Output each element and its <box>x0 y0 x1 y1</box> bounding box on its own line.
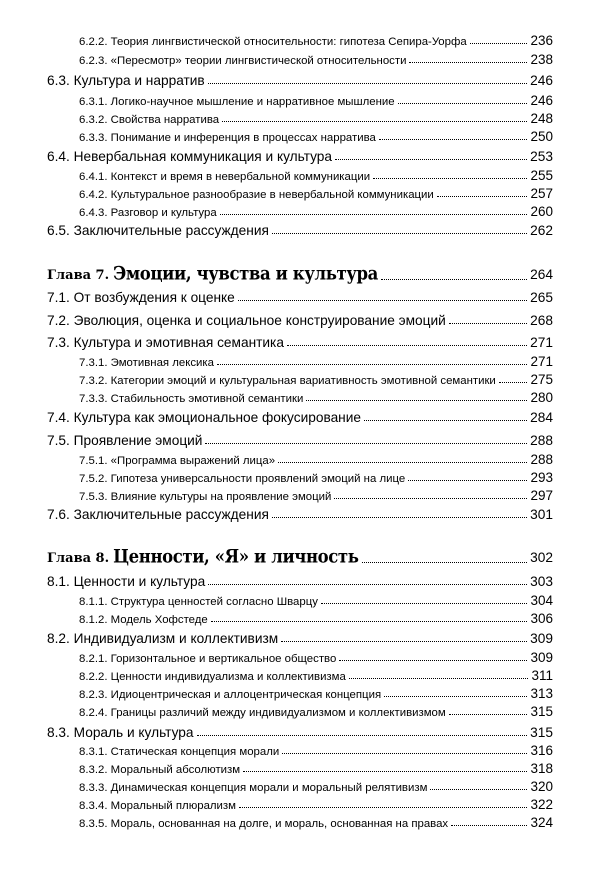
page-number: 303 <box>530 574 553 589</box>
entry-number: 7.4. <box>47 410 70 425</box>
dot-leader <box>398 103 528 104</box>
entry-title: Статическая концепция морали <box>110 746 280 758</box>
page-number: 288 <box>530 433 553 448</box>
page-number: 271 <box>530 335 553 350</box>
page-number: 255 <box>530 168 553 183</box>
toc-entry-7-3-1 <box>79 354 553 369</box>
toc-entry-8-3-1 <box>79 743 553 758</box>
toc-entry-6-3-2 <box>79 111 553 126</box>
toc-entry-8-2-2 <box>79 668 553 683</box>
entry-number: 6.3. <box>47 73 70 88</box>
entry-number: 7.3.3. <box>79 393 108 405</box>
dot-leader <box>321 603 528 604</box>
toc-entry-7-3-3 <box>79 390 553 405</box>
entry-number: 8.3.3. <box>79 782 108 794</box>
dot-leader <box>211 621 528 622</box>
dot-leader <box>306 400 527 401</box>
toc-entry-8-3-2 <box>79 761 553 776</box>
entry-number: 6.3.2. <box>79 114 108 126</box>
page-number: 238 <box>530 52 553 67</box>
toc-entry-6-3-1 <box>79 93 553 108</box>
entry-title: Логико-научное мышление и нарративное мышление <box>110 96 395 108</box>
dot-leader <box>379 139 528 140</box>
entry-number: 7.5.2. <box>79 473 108 485</box>
entry-title: Моральный плюрализм <box>110 800 236 812</box>
page-number: 248 <box>530 111 553 126</box>
chapter-title: Ценности, «Я» и личность <box>113 545 359 568</box>
dot-leader <box>381 279 527 280</box>
entry-title: Культуральное разнообразие в невербальной коммуникации <box>110 189 434 201</box>
dot-leader <box>243 771 527 772</box>
page-number: 246 <box>530 93 553 108</box>
entry-number: 6.5. <box>47 223 70 238</box>
entry-title: Проявление эмоций <box>73 433 203 448</box>
page-number: 301 <box>530 507 553 522</box>
toc-entry-6-4-3 <box>79 204 553 219</box>
entry-number: 8.2.4. <box>79 707 108 719</box>
entry-title: Ценности и культура <box>73 574 206 589</box>
entry-number: 8.3.2. <box>79 764 108 776</box>
page-number: 262 <box>530 223 553 238</box>
toc-entry-6-5 <box>47 223 553 238</box>
dot-leader <box>408 480 527 481</box>
dot-leader <box>349 678 529 679</box>
entry-title: Влияние культуры на проявление эмоций <box>110 491 332 503</box>
toc-entry-6-4-2 <box>79 186 553 201</box>
entry-title: Границы различий между индивидуализмом и коллективизмом <box>110 707 446 719</box>
toc-entry-7-5-1 <box>79 452 553 467</box>
page-number: 280 <box>530 390 553 405</box>
entry-title: Ценности индивидуализма и коллективизма <box>110 671 346 683</box>
toc-entry-8-2 <box>47 631 553 646</box>
entry-number: 6.2.2. <box>79 36 108 48</box>
entry-title: Культура и эмотивная семантика <box>73 335 284 350</box>
page-number: 246 <box>530 73 553 88</box>
entry-title: От возбуждения к оценке <box>73 290 235 305</box>
toc-entry-8-3-5 <box>79 815 553 830</box>
dot-leader <box>238 300 527 301</box>
page-number: 318 <box>530 761 553 776</box>
dot-leader <box>278 462 527 463</box>
page-number: 268 <box>530 313 553 328</box>
dot-leader <box>239 807 527 808</box>
dot-leader <box>451 825 527 826</box>
entry-number: 7.6. <box>47 507 70 522</box>
entry-title: Эмотивная лексика <box>110 357 214 369</box>
entry-number: 8.1.1. <box>79 596 108 608</box>
dot-leader <box>282 753 527 754</box>
toc-entry-8-3-4 <box>79 797 553 812</box>
page-number: 260 <box>530 204 553 219</box>
page-number: 313 <box>530 686 553 701</box>
entry-title: Культура и нарратив <box>73 73 205 88</box>
entry-number: 8.3.4. <box>79 800 108 812</box>
entry-number: 8.3.5. <box>79 818 108 830</box>
page-number: 271 <box>530 354 553 369</box>
entry-number: 6.4. <box>47 149 70 164</box>
dot-leader <box>364 420 527 421</box>
entry-number: 6.4.1. <box>79 171 108 183</box>
dot-leader <box>205 443 527 444</box>
toc-entry-7-5-2 <box>79 470 553 485</box>
dot-leader <box>281 641 527 642</box>
entry-number: 7.3. <box>47 335 70 350</box>
toc-entry-7-4 <box>47 410 553 425</box>
entry-title: Гипотеза универсальности проявлений эмоций на лице <box>110 473 406 485</box>
toc-entry-8-3-3 <box>79 779 553 794</box>
toc-chapter-7 <box>47 264 553 284</box>
page-number: 253 <box>530 149 553 164</box>
page-number: 311 <box>531 668 553 683</box>
dot-leader <box>339 660 527 661</box>
entry-title: Горизонтальное и вертикальное общество <box>110 653 337 665</box>
entry-title: Структура ценностей согласно Шварцу <box>110 596 318 608</box>
toc-entry-7-3 <box>47 335 553 350</box>
toc-entry-6-2-2 <box>79 33 553 48</box>
dot-leader <box>449 323 527 324</box>
entry-number: 6.4.2. <box>79 189 108 201</box>
dot-leader <box>197 735 528 736</box>
toc-entry-7-3-2 <box>79 372 553 387</box>
dot-leader <box>449 714 528 715</box>
dot-leader <box>287 345 527 346</box>
entry-title: Мораль и культура <box>73 725 194 740</box>
page-number: 265 <box>530 290 553 305</box>
chapter-title: Эмоции, чувства и культура <box>113 262 378 285</box>
page-number: 297 <box>530 488 553 503</box>
dot-leader <box>217 364 528 365</box>
entry-title: Теория лингвистической относительности: гипотеза Сепира-Уорфа <box>110 36 467 48</box>
entry-number: 8.3.1. <box>79 746 108 758</box>
toc-entry-6-3 <box>47 73 553 88</box>
page-number: 320 <box>530 779 553 794</box>
page-number: 309 <box>530 650 553 665</box>
page-number: 309 <box>530 631 553 646</box>
dot-leader <box>470 43 528 44</box>
entry-number: 7.5. <box>47 433 70 448</box>
toc-entry-7-1 <box>47 290 553 305</box>
entry-number: 7.3.1. <box>79 357 108 369</box>
page-number: 250 <box>530 129 553 144</box>
toc-entry-8-1-1 <box>79 593 553 608</box>
entry-title: Культура как эмоциональное фокусирование <box>73 410 361 425</box>
toc-entry-6-3-3 <box>79 129 553 144</box>
entry-title: Модель Хофстеде <box>110 614 208 626</box>
entry-number: 7.5.3. <box>79 491 108 503</box>
dot-leader <box>220 214 528 215</box>
entry-title: Разговор и культура <box>110 207 217 219</box>
entry-title: Свойства нарратива <box>110 114 220 126</box>
toc-entry-7-6 <box>47 507 553 522</box>
dot-leader <box>430 789 527 790</box>
page-number: 315 <box>530 725 553 740</box>
entry-number: 8.2.2. <box>79 671 108 683</box>
dot-leader <box>208 584 527 585</box>
entry-title: Невербальная коммуникация и культура <box>73 149 333 164</box>
entry-title: Динамическая концепция морали и моральный релятивизм <box>110 782 428 794</box>
page-number: 324 <box>530 815 553 830</box>
page-number: 264 <box>530 267 553 282</box>
dot-leader <box>335 159 527 160</box>
entry-number: 7.2. <box>47 313 70 328</box>
entry-title: Заключительные рассуждения <box>73 223 269 238</box>
toc-entry-7-5-3 <box>79 488 553 503</box>
entry-title: Понимание и инференция в процессах нарратива <box>110 132 376 144</box>
toc-chapter-8 <box>47 547 553 567</box>
entry-number: 8.2. <box>47 631 70 646</box>
toc-entry-6-4 <box>47 149 553 164</box>
entry-number: 8.1.2. <box>79 614 108 626</box>
entry-title: Заключительные рассуждения <box>73 507 269 522</box>
dot-leader <box>499 382 528 383</box>
entry-number: 8.1. <box>47 574 70 589</box>
toc-entry-8-1 <box>47 574 553 589</box>
entry-title: Моральный абсолютизм <box>110 764 241 776</box>
chapter-label: Глава 7. <box>47 268 110 283</box>
page-number: 322 <box>530 797 553 812</box>
entry-number: 6.3.1. <box>79 96 108 108</box>
page-number: 304 <box>530 593 553 608</box>
entry-title: Эволюция, оценка и социальное конструирование эмоций <box>73 313 446 328</box>
dot-leader <box>222 121 527 122</box>
toc-entry-8-1-2 <box>79 611 553 626</box>
page-number: 284 <box>530 410 553 425</box>
dot-leader <box>384 696 527 697</box>
dot-leader <box>373 178 527 179</box>
dot-leader <box>272 233 527 234</box>
entry-number: 7.1. <box>47 290 70 305</box>
toc-entry-7-2 <box>47 313 553 328</box>
entry-title: Идиоцентрическая и аллоцентрическая концепция <box>110 689 382 701</box>
page-number: 306 <box>530 611 553 626</box>
dot-leader <box>334 498 527 499</box>
dot-leader <box>272 517 527 518</box>
toc-entry-8-3 <box>47 725 553 740</box>
entry-title: «Программа выражений лица» <box>110 455 276 467</box>
page-number: 275 <box>530 372 553 387</box>
entry-number: 7.5.1. <box>79 455 108 467</box>
entry-title: Индивидуализм и коллективизм <box>73 631 279 646</box>
page-number: 293 <box>530 470 553 485</box>
page-number: 315 <box>530 704 553 719</box>
dot-leader <box>437 196 528 197</box>
dot-leader <box>362 562 528 563</box>
page-number: 302 <box>530 550 553 565</box>
page-number: 288 <box>530 452 553 467</box>
entry-number: 7.3.2. <box>79 375 108 387</box>
entry-title: Контекст и время в невербальной коммуникации <box>110 171 371 183</box>
toc-entry-8-2-4 <box>79 704 553 719</box>
toc-entry-8-2-1 <box>79 650 553 665</box>
dot-leader <box>208 83 527 84</box>
page-number: 257 <box>530 186 553 201</box>
entry-title: Стабильность эмотивной семантики <box>110 393 304 405</box>
dot-leader <box>409 62 527 63</box>
entry-title: Категории эмоций и культуральная вариативность эмотивной семантики <box>110 375 496 387</box>
toc-entry-6-2-3 <box>79 52 553 67</box>
page-number: 236 <box>530 33 553 48</box>
entry-number: 6.4.3. <box>79 207 108 219</box>
page-number: 316 <box>530 743 553 758</box>
entry-title: Мораль, основанная на долге, и мораль, основанная на правах <box>110 818 449 830</box>
entry-number: 6.2.3. <box>79 55 108 67</box>
chapter-label: Глава 8. <box>47 551 110 566</box>
toc-entry-6-4-1 <box>79 168 553 183</box>
entry-number: 8.3. <box>47 725 70 740</box>
entry-title: «Пересмотр» теории лингвистической относительности <box>110 55 407 67</box>
entry-number: 6.3.3. <box>79 132 108 144</box>
toc-entry-8-2-3 <box>79 686 553 701</box>
entry-number: 8.2.3. <box>79 689 108 701</box>
entry-number: 8.2.1. <box>79 653 108 665</box>
toc-entry-7-5 <box>47 433 553 448</box>
